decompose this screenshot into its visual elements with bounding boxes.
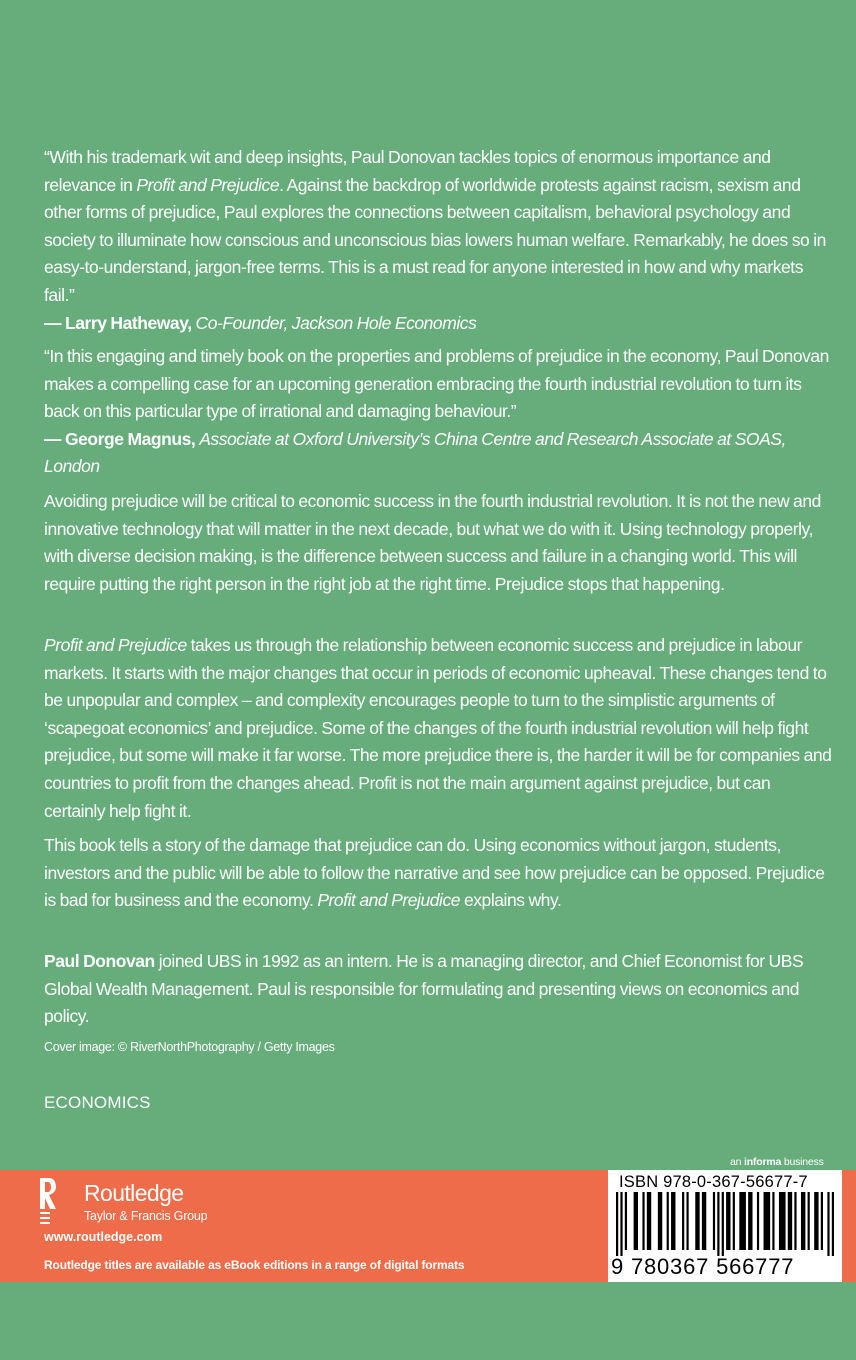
informa-suffix: business	[781, 1156, 824, 1168]
barcode-bar	[748, 1192, 752, 1250]
barcode-bar	[814, 1192, 818, 1250]
quote-2-text: “In this engaging and timely book on the properties and problems of prejudice in the economy, Paul Donovan makes a compelling case for an upcoming generation embracing the fourth industrial revolution to turn its back on this particular type of irrational and damaging behaviour.”	[44, 346, 829, 422]
barcode-bar	[682, 1192, 684, 1250]
barcode-bar	[717, 1192, 719, 1256]
barcode-bar	[794, 1192, 796, 1250]
endorsement-quote-1	[44, 144, 834, 337]
barcode-bar	[702, 1192, 706, 1250]
cover-image-credit: Cover image: © RiverNorthPhotography / Getty Images	[44, 1040, 335, 1054]
informa-prefix: an	[730, 1156, 744, 1168]
barcode-bar	[722, 1192, 724, 1256]
barcode-bar	[808, 1192, 810, 1250]
ebook-availability-note: Routledge titles are available as eBook editions in a range of digital formats	[44, 1258, 465, 1272]
publisher-group: Taylor & Francis Group	[84, 1209, 208, 1223]
author-bio	[44, 948, 834, 1031]
quote-1-author-role: Co-Founder, Jackson Hole Economics	[195, 312, 477, 333]
barcode-bar	[739, 1192, 746, 1250]
barcode-icon	[616, 1192, 836, 1256]
barcode-bar	[671, 1192, 675, 1250]
isbn-label: ISBN 978-0-367-56677-7	[619, 1173, 808, 1191]
quote-1-text-end: . Against the backdrop of worldwide protests against racism, sexism and other forms of prejudice, Paul explores the connections between capitalism, behavioral psychology and society to illuminate how conscious and unconscious bias lowers human welfare. Remarkably, he does so in easy-to-understand, jargon-free terms. This is a must read for anyone interested in how and why markets fail.”	[44, 174, 826, 305]
quote-1-book-title: Profit and Prejudice	[136, 174, 280, 195]
quote-1-author: — Larry Hatheway,	[44, 312, 192, 333]
barcode-number: 9 780367 566777	[611, 1254, 795, 1279]
quote-1-attribution	[44, 310, 834, 338]
informa-tagline	[730, 1156, 824, 1168]
barcode-bar	[801, 1192, 805, 1250]
para-3-book-title: Profit and Prejudice	[317, 890, 461, 911]
endorsement-quote-2	[44, 343, 834, 481]
barcode-bar	[788, 1192, 792, 1250]
author-bio-text: joined UBS in 1992 as an intern. He is a managing director, and Chief Economist for UBS Global Wealth Management. Paul is responsible for formulating and presenting views on economics and policy.	[44, 951, 804, 1027]
barcode-bar	[620, 1192, 622, 1256]
barcode-bar	[764, 1192, 771, 1250]
barcode-bar	[616, 1192, 618, 1256]
barcode-bar	[726, 1192, 730, 1250]
quote-2-author: — George Magnus,	[44, 428, 196, 449]
quote-1-text-start: “With his trademark wit and deep insights, Paul Donovan tackles topics of enormous importance and relevance in	[44, 147, 771, 195]
barcode-bar	[642, 1192, 644, 1250]
barcode-bar	[821, 1192, 823, 1250]
para-3-end: explains why.	[460, 890, 562, 911]
isbn-barcode-box	[608, 1170, 842, 1282]
publisher-url: www.routledge.com	[44, 1230, 163, 1244]
para-2-book-title: Profit and Prejudice	[44, 635, 187, 655]
barcode-bar	[733, 1192, 735, 1250]
para-3-text: This book tells a story of the damage that prejudice can do. Using economics without jargon, students, investors and the public will be able to follow the narrative and see how prejudice can be opposed. Prejudice is bad for business and the economy.	[44, 835, 825, 911]
barcode-bar	[647, 1192, 651, 1250]
barcode-bar	[686, 1192, 688, 1250]
informa-brand: informa	[744, 1156, 782, 1168]
barcode-bar	[772, 1192, 774, 1250]
author-name: Paul Donovan	[44, 951, 155, 971]
para-2-text: takes us through the relationship between economic success and prejudice in labour markets. It starts with the major changes that occur in periods of economic upheaval. These changes tend to be unpopular and complex – and complexity encourages people to turn to the simplistic arguments of ‘scapegoat economics’ and prejudice. Some of the changes of the fourth industrial revolution will help fight prejudice, but some will make it far worse. The more prejudice there is, the harder it will be for companies and countries to profit from the changes ahead. Profit is not the main argument against prejudice, but can certainly help fight it.	[44, 635, 832, 821]
description-paragraph-2	[44, 632, 834, 825]
barcode-bar	[667, 1192, 669, 1250]
quote-2-author-role: Associate at Oxford University’s China Centre and Research Associate at SOAS, London	[44, 428, 786, 477]
barcode-bar	[695, 1192, 699, 1250]
barcode-bar	[625, 1192, 627, 1250]
barcode-bar	[713, 1192, 715, 1250]
barcode-bar	[832, 1192, 834, 1256]
barcode-bar	[658, 1192, 662, 1250]
publisher-name: Routledge	[84, 1180, 184, 1206]
subject-category: ECONOMICS	[44, 1093, 151, 1112]
routledge-logo-icon	[35, 1176, 57, 1228]
description-paragraph-1: Avoiding prejudice will be critical to economic success in the fourth industrial revolution. It is not the new and innovative technology that will matter in the next decade, but what we do with it. Using technology properly, with diverse decision making, is the difference between success and failure in a changing world. This will require putting the right person in the right job at the right time. Prejudice stops that happening.	[44, 491, 821, 594]
barcode-bar	[757, 1192, 759, 1250]
quote-2-attribution	[44, 426, 834, 481]
description-paragraph-3	[44, 832, 834, 915]
barcode-bar	[779, 1192, 786, 1250]
barcode-bar	[827, 1192, 829, 1256]
barcode-bar	[634, 1192, 638, 1250]
